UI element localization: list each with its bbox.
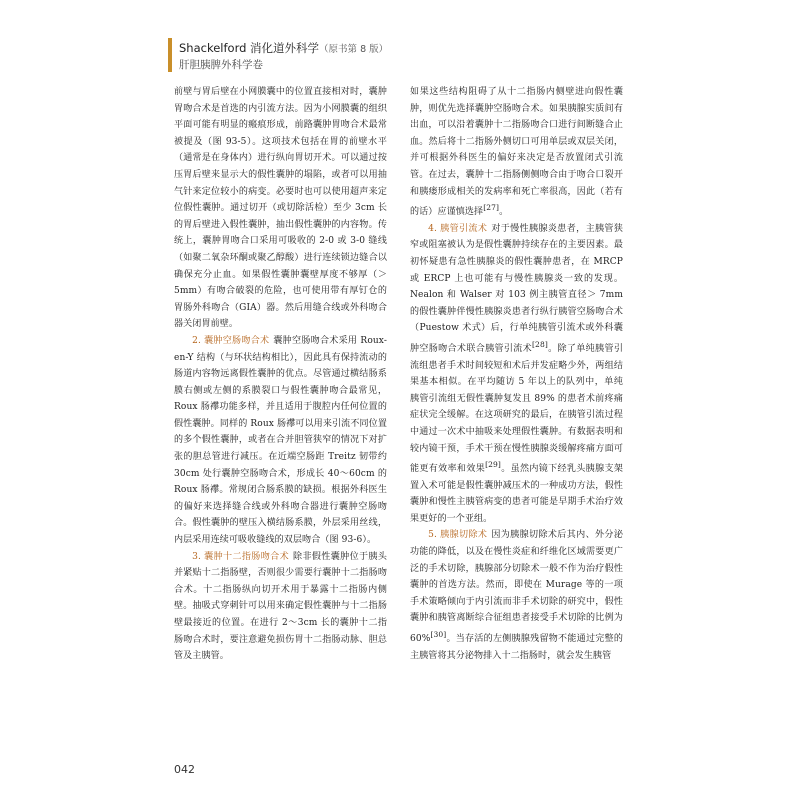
paragraph-pancreatectomy <box>410 527 623 664</box>
paragraph-text: 。虽然内镜下经乳头胰腺支架置入术可能是假性囊肿减压术的一种成功方法，假性囊肿和慢性主胰管病变的患者可能是早期手术治疗效果更好的一个亚组。 <box>410 464 623 524</box>
paragraph-text: 。当存活的左侧胰腺残留物不能通过完整的主胰管将其分泌物排入十二指肠时，就会发生胰管 <box>410 634 623 661</box>
book-edition: （原书第 8 版） <box>319 44 389 55</box>
citation: [30] <box>430 630 447 640</box>
paragraph-cystoduodenostomy <box>174 549 387 665</box>
paragraph-duct-drainage <box>410 221 623 528</box>
right-column <box>410 84 623 664</box>
book-title <box>179 40 388 56</box>
section-heading: 5. 胰腺切除术 <box>428 530 488 541</box>
paragraph-cystojejunostomy <box>174 333 387 549</box>
section-heading: 3. 囊肿十二指肠吻合术 <box>192 551 290 562</box>
volume-title: 肝胆胰脾外科学卷 <box>179 59 263 71</box>
paragraph-text: 囊肿空肠吻合术采用 Roux-en-Y 结构（与环状结构相比），因此具有保持流动的肠道内容物远离假性囊肿的优点。尽管通过横结肠系膜右侧或左侧的系膜裂口与假性囊肿吻合最常见，Roux 肠襻功能多样，并且适用于腹腔内任何位置的假性囊肿。同样的 Roux 肠襻可以用来引流不同位置的多个假性囊肿，或者在合并胆管狭窄的情况下对扩张的胆总管进行减压。在近端空肠距 Treitz 韧带约 30cm 处行囊肿空肠吻合术，形成长 40～60cm 的 Roux 肠襻。常规闭合肠系膜的缺损。根据外科医生的偏好来选择缝合线或外科吻合器进行囊肿空肠吻合。假性囊肿的壁压入横结肠系膜，外层采用丝线，内层采用连续可吸收缝线的双层吻合（图 93-6）。 <box>174 335 387 546</box>
header-accent-bar <box>168 38 172 72</box>
left-column <box>174 84 387 665</box>
page-number: 042 <box>174 763 195 776</box>
paragraph-text: 因为胰腺切除术后其内、外分泌功能的降低，以及在慢性炎症和纤维化区域需要更广泛的手术切除，胰腺部分切除术一般不作为治疗假性囊肿的首选方法。然而，即使在 Murage 等的一项手术策略倾向于内引流而非手术切除的研究中，假性囊肿和胰管离断综合征组患者接受手术切除的比例为 60% <box>410 530 623 645</box>
paragraph-text: 对于慢性胰腺炎患者，主胰管狭窄或阻塞被认为是假性囊肿持续存在的主要因素。最初怀疑患有急性胰腺炎的假性囊肿患者，在 MRCP 或 ERCP 上也可能有与慢性胰腺炎一致的发现。Nealon 和 Walser 对 103 例主胰管直径＞ 7mm 的假性囊肿伴慢性胰腺炎患者行纵行胰管空肠吻合术（Puestow 术式）后，行单纯胰管引流术或外科囊肿空肠吻合术联合胰管引流术 <box>410 223 623 354</box>
paragraph <box>410 84 623 221</box>
paragraph-text: 。除了单纯胰管引流组患者手术时间较短和术后并发症略少外，两组结果基本相似。在平均随访 5 年以上的队列中，单纯胰管引流组无假性囊肿复发且 89% 的患者术前疼痛症状完全缓解。在这项研究的最后，在胰管引流过程中通过一次术中抽吸来处理假性囊肿。有数据表明和较内镜干预，手术干预在慢性胰腺炎缓解疼痛方面可能更有效率和效果 <box>410 343 623 475</box>
book-title-text: Shackelford 消化道外科学 <box>179 41 320 55</box>
citation: [28] <box>532 339 548 349</box>
paragraph-text: 如果这些结构阻碍了从十二指肠内侧壁进向假性囊肿，则优先选择囊肿空肠吻合术。如果胰腺实质间有出血，可以沿着囊肿十二指肠吻合口进行间断缝合止血。然后将十二指肠外侧切口可用单层或双层关闭，并可根据外科医生的偏好来决定是否放置闭式引流管。在过去，囊肿十二指肠侧侧吻合由于吻合口裂开和胰瘘形成相关的发病率和死亡率很高，因此（若有的话）应谨慎选择 <box>410 87 623 218</box>
running-header <box>168 38 638 72</box>
paragraph-text: 。 <box>499 207 509 218</box>
paragraph: 前壁与胃后壁在小网膜囊中的位置直接相对时，囊肿胃吻合术是首选的内引流方法。因为小网膜囊的组织平面可能有明显的瘢痕形成，前路囊肿胃吻合术最常被提及（图 93-5）。这项技术包括在胃的前壁水平（通常是在身体内）进行纵向胃切开术。可以通过按压胃后壁来显示大的假性囊肿的塌陷，或者可以用抽气针来定位较小的病变。必要时也可以使用超声来定位假性囊肿。通过切开（或切除活检）至少 3cm 长的胃后壁进入假性囊肿，抽出假性囊肿的内容物。传统上，囊肿胃吻合口采用可吸收的 2-0 或 3-0 缝线（如聚二氧杂环酮或聚乙醇酸）进行连续锁边缝合以确保充分止血。如果假性囊肿囊壁厚度不够厚（＞ 5mm）有吻合破裂的危险，也可使用带有厚钉仓的胃肠外科吻合（GIA）器。然后用缝合线或外科吻合器关闭胃前壁。 <box>174 87 387 330</box>
citation: [27] <box>483 203 500 213</box>
paragraph-text: 除非假性囊肿位于胰头并紧贴十二指肠壁，否则很少需要行囊肿十二指肠吻合术。十二指肠纵向切开术用于暴露十二指肠内侧壁。抽吸式穿刺针可以用来确定假性囊肿与十二指肠壁最接近的位置。在进行 2～3cm 长的囊肿十二指肠吻合术时，要注意避免损伤胃十二指肠动脉、胆总管及主胰管。 <box>174 551 387 662</box>
section-heading: 4. 胰管引流术 <box>428 223 488 234</box>
section-heading: 2. 囊肿空肠吻合术 <box>192 335 270 346</box>
citation: [29] <box>485 460 501 470</box>
